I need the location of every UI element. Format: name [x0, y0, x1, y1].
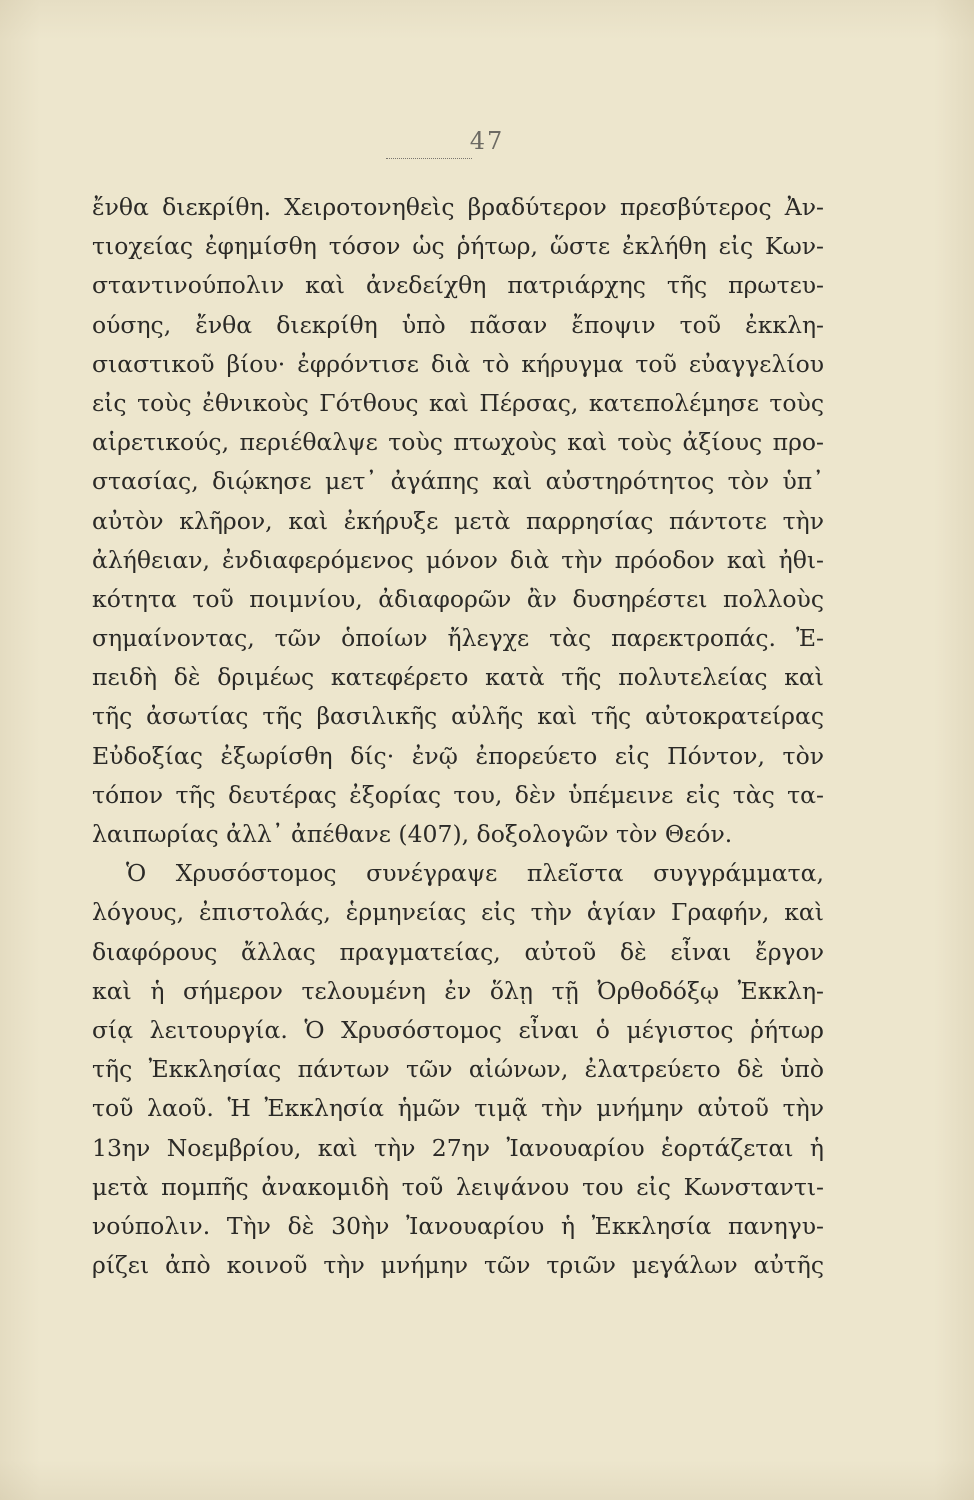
text-line: καὶ ἡ σήμερον τελουμένη ἐν ὅλῃ τῇ Ὀρθοδόξῳ Ἐκκλη-	[92, 976, 824, 1005]
text-line: ρίζει ἀπὸ κοινοῦ τὴν μνήμην τῶν τριῶν μεγάλων αὐτῆς	[92, 1251, 824, 1280]
text-line: τοῦ λαοῦ. Ἡ Ἐκκλησία ἡμῶν τιμᾷ τὴν μνήμην αὐτοῦ τὴν	[92, 1094, 824, 1123]
text-line: ἀλήθειαν, ἐνδιαφερόμενος μόνον διὰ τὴν πρόοδον καὶ ἠθι-	[92, 545, 824, 574]
text-line: διαφόρους ἄλλας πραγματείας, αὐτοῦ δὲ εἶναι ἔργον	[92, 937, 824, 966]
text-line: σημαίνοντας, τῶν ὁποίων ἤλεγχε τὰς παρεκτροπάς. Ἐ-	[92, 624, 824, 653]
body-text	[92, 188, 824, 1285]
header-rule	[386, 158, 472, 159]
text-line: νούπολιν. Τὴν δὲ 30ὴν Ἰανουαρίου ἡ Ἐκκλησία πανηγυ-	[92, 1211, 824, 1240]
text-line: τιοχείας ἐφημίσθη τόσον ὡς ῥήτωρ, ὥστε ἐκλήθη εἰς Κων-	[92, 232, 824, 261]
text-line: 13ην Νοεμβρίου, καὶ τὴν 27ην Ἰανουαρίου ἑορτάζεται ἡ	[92, 1133, 824, 1162]
text-line: ούσης, ἔνθα διεκρίθη ὑπὸ πᾶσαν ἔποψιν τοῦ ἐκκλη-	[92, 310, 824, 339]
text-line: αὐτὸν κλῆρον, καὶ ἐκήρυξε μετὰ παρρησίας πάντοτε τὴν	[92, 506, 824, 535]
text-line: κότητα τοῦ ποιμνίου, ἀδιαφορῶν ἂν δυσηρέστει πολλοὺς	[92, 584, 824, 613]
text-line: ἔνθα διεκρίθη. Χειροτονηθεὶς βραδύτερον πρεσβύτερος Ἀν-	[92, 193, 824, 221]
text-line: Εὐδοξίας ἐξωρίσθη δίς· ἐνῷ ἐπορεύετο εἰς Πόντον, τὸν	[92, 741, 824, 770]
text-line: λόγους, ἐπιστολάς, ἑρμηνείας εἰς τὴν ἁγίαν Γραφήν, καὶ	[92, 898, 824, 927]
text-line: σταντινούπολιν καὶ ἀνεδείχθη πατριάρχης τῆς πρωτευ-	[92, 271, 824, 300]
page-number: 47	[469, 127, 505, 155]
text-line: σιαστικοῦ βίου· ἐφρόντισε διὰ τὸ κήρυγμα τοῦ εὐαγγελίου	[92, 349, 824, 378]
text-line: εἰς τοὺς ἐθνικοὺς Γότθους καὶ Πέρσας, κατεπολέμησε τοὺς	[92, 388, 824, 417]
text-line: τῆς Ἐκκλησίας πάντων τῶν αἰώνων, ἐλατρεύετο δὲ ὑπὸ	[92, 1055, 824, 1084]
text-line: τόπον τῆς δευτέρας ἐξορίας του, δὲν ὑπέμεινε εἰς τὰς τα-	[92, 780, 824, 809]
text-line: στασίας, διῴκησε μετ᾽ ἀγάπης καὶ αὐστηρότητος τὸν ὑπ᾽	[92, 467, 824, 496]
text-line: πειδὴ δὲ δριμέως κατεφέρετο κατὰ τῆς πολυτελείας καὶ	[92, 663, 824, 692]
text-line: τῆς ἀσωτίας τῆς βασιλικῆς αὐλῆς καὶ τῆς αὐτοκρατείρας	[92, 702, 824, 731]
text-line: λαιπωρίας ἀλλ᾽ ἀπέθανε (407), δοξολογῶν τὸν Θεόν.	[92, 820, 733, 848]
text-line: μετὰ πομπῆς ἀνακομιδὴ τοῦ λειψάνου του εἰς Κωνσταντι-	[92, 1172, 824, 1201]
text-line: σίᾳ λειτουργία. Ὁ Χρυσόστομος εἶναι ὁ μέγιστος ῥήτωρ	[92, 1015, 824, 1044]
text-line: αἱρετικούς, περιέθαλψε τοὺς πτωχοὺς καὶ τοὺς ἀξίους προ-	[92, 428, 824, 457]
text-line: Ὁ Χρυσόστομος συνέγραψε πλεῖστα συγγράμματα,	[126, 859, 824, 888]
